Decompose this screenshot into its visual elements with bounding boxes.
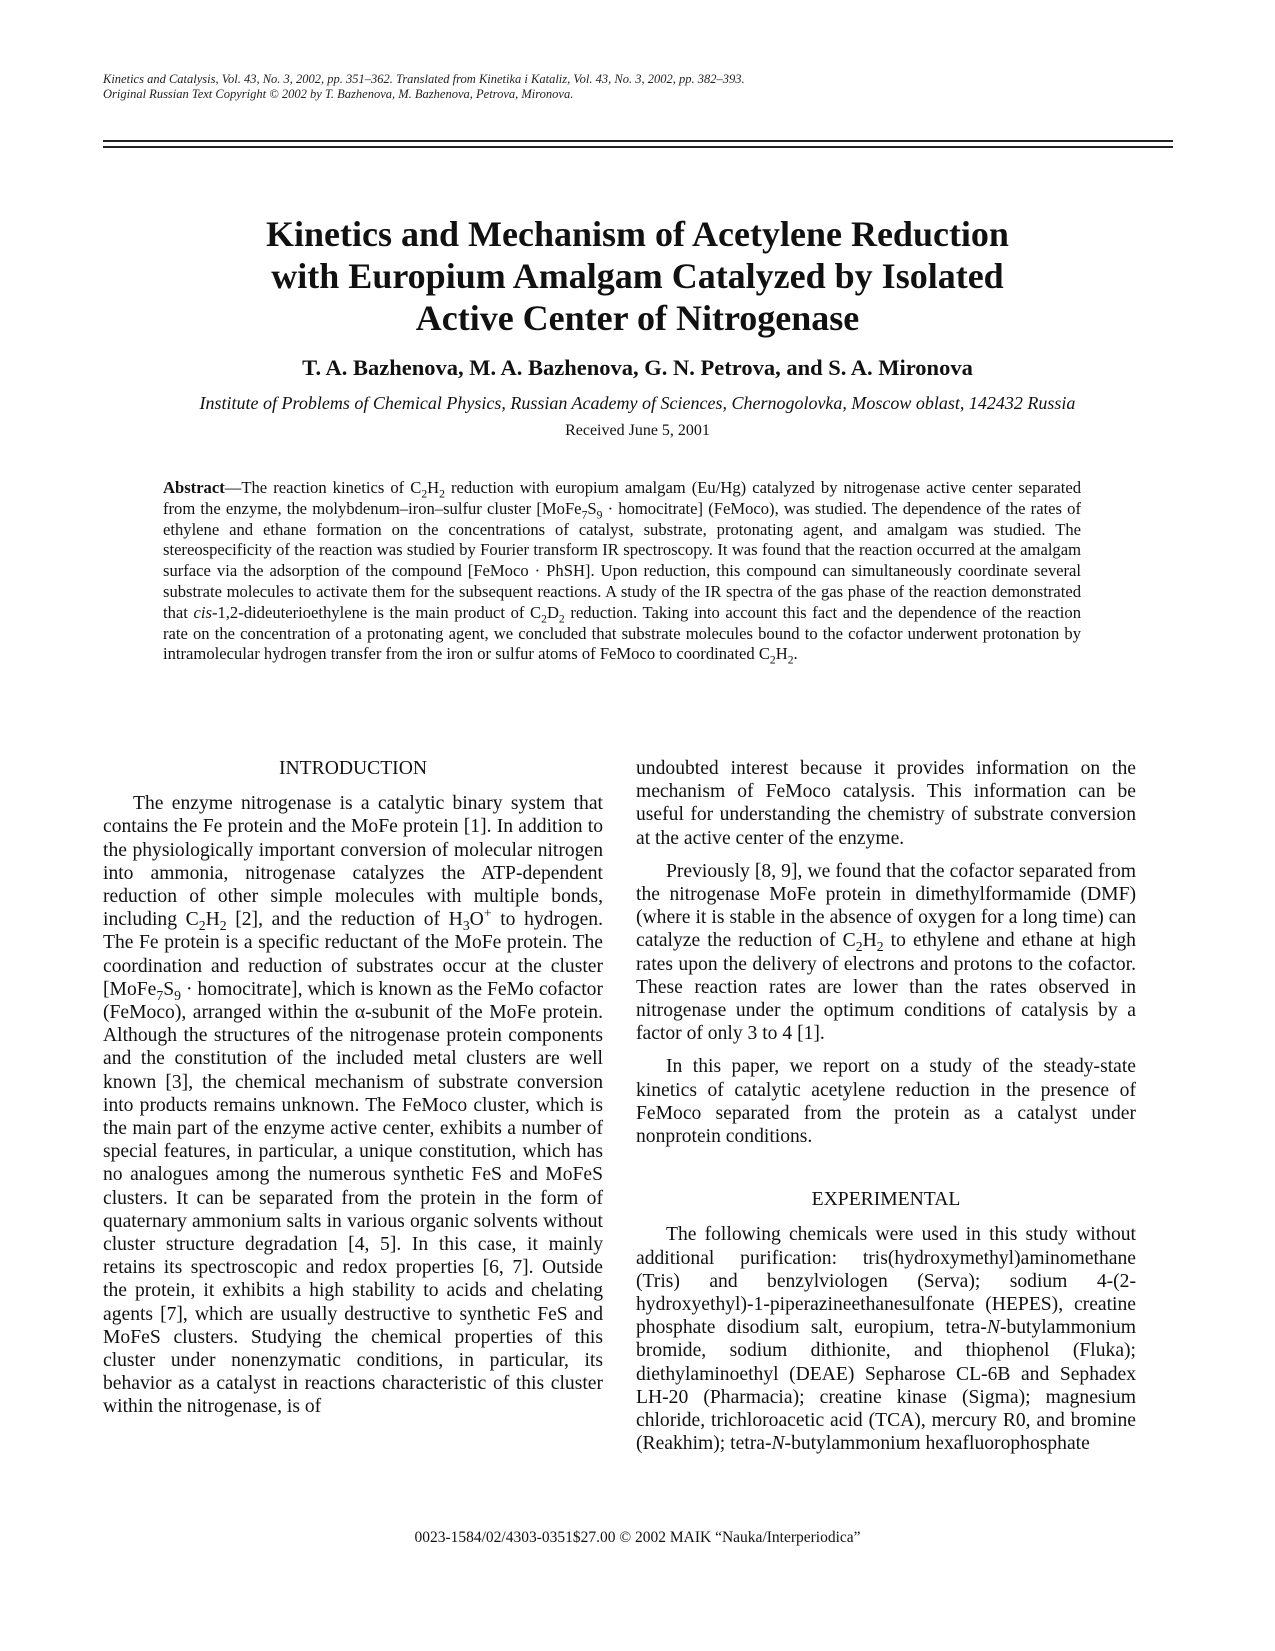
- abstract: [163, 478, 1081, 665]
- authors: T. A. Bazhenova, M. A. Bazhenova, G. N. Petrova, and S. A. Mironova: [302, 355, 973, 380]
- italic-text: N: [771, 1433, 785, 1455]
- body-text: The enzyme nitrogenase is a catalytic binary system that contains the Fe protein and the MoFe protein [1]. In addition to the physiologically important conversion of molecular nitrogen into ammonia, nitrogenase catalyzes the ATP-dependent reduction of other simple molecules with multiple bonds, including C: [103, 793, 603, 931]
- body-text: to ethylene and ethane at high rates upon the delivery of electrons and protons to the cofactor. These reaction rates are lower than the rates observed in nitrogenase under the optimum conditions of catalysis by a factor of only 3 to 4 [1].: [636, 930, 1136, 1045]
- footer-copyright: 0023-1584/02/4303-0351$27.00 © 2002 MAIK “Nauka/Interperiodica”: [414, 1529, 861, 1546]
- article-title: [0, 213, 1275, 339]
- abstract-italic: cis: [193, 602, 212, 622]
- header-rule-bottom: [103, 146, 1173, 148]
- received-date: Received June 5, 2001: [565, 422, 710, 439]
- abstract-text: —The reaction kinetics of C: [224, 478, 422, 497]
- abstract-text: .: [793, 644, 798, 664]
- title-line-3: Active Center of Nitrogenase: [415, 298, 860, 338]
- subscript: 2: [855, 939, 863, 955]
- header-line-2: Original Russian Text Copyright © 2002 by T. Bazhenova, M. Bazhenova, Petrova, Mironova.: [103, 87, 574, 101]
- left-column: [103, 757, 603, 1419]
- subscript: 7: [581, 508, 588, 522]
- affiliation: Institute of Problems of Chemical Physics, Russian Academy of Sciences, Chernogolovka, Moscow oblast, 142432 Russia: [199, 393, 1076, 413]
- subscript: 9: [174, 987, 181, 1003]
- header-line-1: Kinetics and Catalysis, Vol. 43, No. 3, 2002, pp. 351–362. Translated from Kinetika i Kataliz, Vol. 43, No. 3, 2002, pp. 382–393.: [103, 72, 745, 86]
- italic-text: N: [986, 1317, 1000, 1339]
- title-line-2: with Europium Amalgam Catalyzed by Isolated: [271, 256, 1004, 296]
- body-text: [2], and the reduction of H: [226, 909, 463, 931]
- subscript: 2: [769, 653, 776, 667]
- body-text: to hydrogen. The Fe protein is a specific reductant of the MoFe protein. The coordination and reduction of substrates occur at the cluster [MoFe: [103, 909, 603, 1000]
- intro-paragraph: [103, 792, 603, 1418]
- header-rule-top: [103, 140, 1173, 142]
- right-column: [636, 757, 1136, 1455]
- subscript: 2: [541, 612, 547, 626]
- body-text: -butylammonium hexafluorophosphate: [784, 1433, 1090, 1455]
- subscript: 3: [462, 918, 470, 934]
- subscript: 2: [439, 487, 445, 501]
- abstract-text: S: [587, 498, 597, 518]
- body-text: H: [205, 909, 220, 931]
- abstract-text: H: [427, 478, 440, 497]
- abstract-text: H: [775, 644, 788, 664]
- title-line-1: Kinetics and Mechanism of Acetylene Reduction: [266, 214, 1009, 254]
- abstract-label: Abstract: [163, 478, 225, 497]
- body-text: S: [163, 978, 175, 1000]
- body-text: H: [862, 930, 877, 952]
- body-text: -butylammonium bromide, sodium dithionite, and thiophenol (Fluka); diethylaminoethyl (DEAE) Sepharose CL-6B and Sephadex LH-20 (Pharmacia); creatine kinase (Sigma); magnesium chloride, trichloroacetic acid (TCA), mercury R0, and bromine (Reakhim); tetra-: [636, 1317, 1136, 1455]
- body-text: O: [469, 909, 484, 931]
- previous-work-paragraph: [636, 860, 1136, 1046]
- intro-continuation-paragraph: undoubted interest because it provides information on the mechanism of FeMoco catalysis. This information can be useful for understanding the chemistry of substrate conversion at the active center of the enzyme.: [636, 758, 1136, 849]
- this-paper-paragraph: In this paper, we report on a study of the steady-state kinetics of catalytic acetylene reduction in the presence of FeMoco separated from the protein as a catalyst under nonprotein conditions.: [636, 1056, 1136, 1148]
- body-text: Previously [8, 9], we found that the cofactor separated from the nitrogenase MoFe protein in dimethylformamide (DMF) (where it is stable in the absence of oxygen for a long time) can catalyze the reduction of C: [636, 860, 1136, 952]
- body-text: · homocitrate], which is known as the FeMo cofactor (FeMoco), arranged within the α-subunit of the MoFe protein. Although the structures of the nitrogenase protein components and the constitution of the included metal clusters are well known [3], the chemical mechanism of substrate conversion into products remains unknown. The FeMoco cluster, which is the main part of the enzyme active center, exhibits a number of special features, in particular, a unique constitution, which has no analogues among the numerous synthetic FeS and MoFeS clusters. It can be separated from the protein in the form of quaternary ammonium salts in various organic solvents without cluster structure degradation [4, 5]. In this case, it mainly retains its spectroscopic and redox properties [6, 7]. Outside the protein, it exhibits a high stability to acids and chelating agents [7], which are usually destructive to synthetic FeS and MoFeS clusters. Studying the chemical properties of this cluster under nonenzymatic conditions, in particular, its behavior as a catalyst in reactions characteristic of this cluster within the nitrogenase, is of: [103, 978, 603, 1418]
- section-heading-experimental: EXPERIMENTAL: [811, 1189, 961, 1211]
- body-text: The following chemicals were used in this study without additional purification: tris(hydroxymethyl)aminomethane (Tris) and benzylviologen (Serva); sodium 4-(2-hydroxyethyl)-1-piperazineethanesulfonate (HEPES), creatine phosphate disodium salt, europium, tetra-: [636, 1224, 1136, 1339]
- subscript: 2: [219, 918, 227, 934]
- abstract-text: reduction with europium amalgam (Eu/Hg) catalyzed by nitrogenase active center separated from the enzyme, the molybdenum–iron–sulfur cluster [MoFe: [163, 478, 1081, 518]
- subscript: 2: [876, 939, 884, 955]
- abstract-text: reduction. Taking into account this fact and the dependence of the reaction rate on the concentration of a protonating agent, we concluded that substrate molecules bound to the cofactor underwent protonation by intramolecular hydrogen transfer from the iron or sulfur atoms of FeMoco to coordinated C: [163, 602, 1081, 664]
- subscript: 2: [787, 653, 794, 667]
- subscript: 2: [421, 487, 428, 501]
- section-heading-introduction: INTRODUCTION: [278, 758, 428, 779]
- abstract-text: -1,2-dideuterioethylene is the main product of C: [211, 602, 542, 622]
- chemicals-paragraph: [636, 1223, 1136, 1455]
- subscript: 7: [156, 987, 164, 1003]
- abstract-text: D: [546, 602, 559, 622]
- abstract-text: · homocitrate] (FeMoco), was studied. The dependence of the rates of ethylene and ethane formation on the concentrations of catalyst, substrate, protonating agent, and amalgam was studied. The stereospecificity of the reaction was studied by Fourier transform IR spectroscopy. It was found that the reaction occurred at the amalgam surface via the adsorption of the compound [FeMoco · PhSH]. Upon reduction, this compound can simultaneously coordinate several substrate molecules to activate them for the subsequent reactions. A study of the IR spectra of the gas phase of the reaction demonstrated that: [163, 498, 1081, 622]
- subscript: 9: [596, 508, 603, 522]
- superscript: +: [483, 905, 492, 921]
- journal-header: [103, 72, 745, 102]
- subscript: 2: [558, 612, 565, 626]
- subscript: 2: [198, 918, 206, 934]
